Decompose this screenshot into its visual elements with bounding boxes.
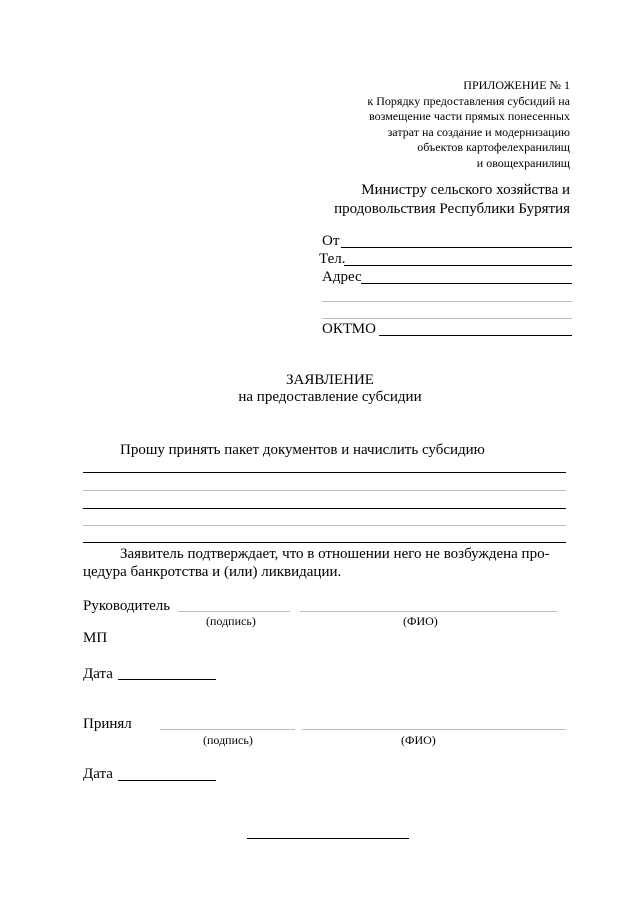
oktmo-field[interactable] — [379, 335, 572, 336]
date-label: Дата — [83, 666, 113, 682]
confirm-text: цедура банкротства и (или) ликвидации. — [83, 564, 342, 580]
accepted-name-field[interactable] — [302, 729, 566, 730]
head-name-field[interactable] — [300, 611, 557, 612]
confirm-text: Заявитель подтверждает, что в отношении него не возбуждена про- — [120, 546, 550, 562]
signature-caption: (подпись) — [203, 733, 253, 747]
phone-label: Тел. — [319, 251, 346, 267]
addressee-line: продовольствия Республики Бурятия — [334, 201, 570, 217]
accepted-signature-field[interactable] — [160, 729, 295, 730]
stamp-label: МП — [83, 630, 108, 646]
request-field-line[interactable] — [83, 542, 566, 543]
bottom-line — [247, 838, 409, 839]
signature-caption: (подпись) — [206, 614, 256, 628]
head-label: Руководитель — [83, 598, 171, 614]
request-text: Прошу принять пакет документов и начислить субсидию — [120, 442, 485, 458]
address-field-line[interactable] — [322, 318, 572, 319]
date-field[interactable] — [118, 679, 216, 680]
request-field-line[interactable] — [83, 508, 566, 509]
date-label: Дата — [83, 766, 113, 782]
name-caption: (ФИО) — [401, 733, 436, 747]
appendix-line: к Порядку предоставления субсидий на — [367, 93, 570, 108]
address-label: Адрес — [322, 269, 362, 285]
accepted-label: Принял — [83, 716, 132, 732]
from-field[interactable] — [341, 247, 572, 248]
addressee-block — [250, 181, 570, 219]
request-field-line[interactable] — [83, 490, 566, 491]
document-title: ЗАЯВЛЕНИЕ — [286, 372, 374, 388]
name-caption: (ФИО) — [403, 614, 438, 628]
date-field[interactable] — [118, 780, 216, 781]
appendix-title: ПРИЛОЖЕНИЕ № 1 — [463, 78, 570, 92]
appendix-line: и овощехранилищ — [476, 155, 570, 170]
appendix-line: объектов картофелехранилищ — [417, 140, 570, 154]
request-field-line[interactable] — [83, 472, 566, 473]
appendix-line: возмещение части прямых понесенных — [369, 109, 570, 123]
appendix-line: затрат на создание и модернизацию — [387, 124, 570, 139]
phone-field[interactable] — [344, 265, 572, 266]
appendix-block — [270, 78, 570, 171]
oktmo-label: ОКТМО — [322, 321, 376, 337]
document-subtitle: на предоставление субсидии — [238, 389, 422, 405]
address-field-line[interactable] — [322, 301, 572, 302]
request-field-line[interactable] — [83, 525, 566, 526]
from-label: От — [322, 233, 340, 249]
head-signature-field[interactable] — [178, 611, 290, 612]
addressee-line: Министру сельского хозяйства и — [361, 182, 570, 198]
address-field[interactable] — [361, 283, 572, 284]
